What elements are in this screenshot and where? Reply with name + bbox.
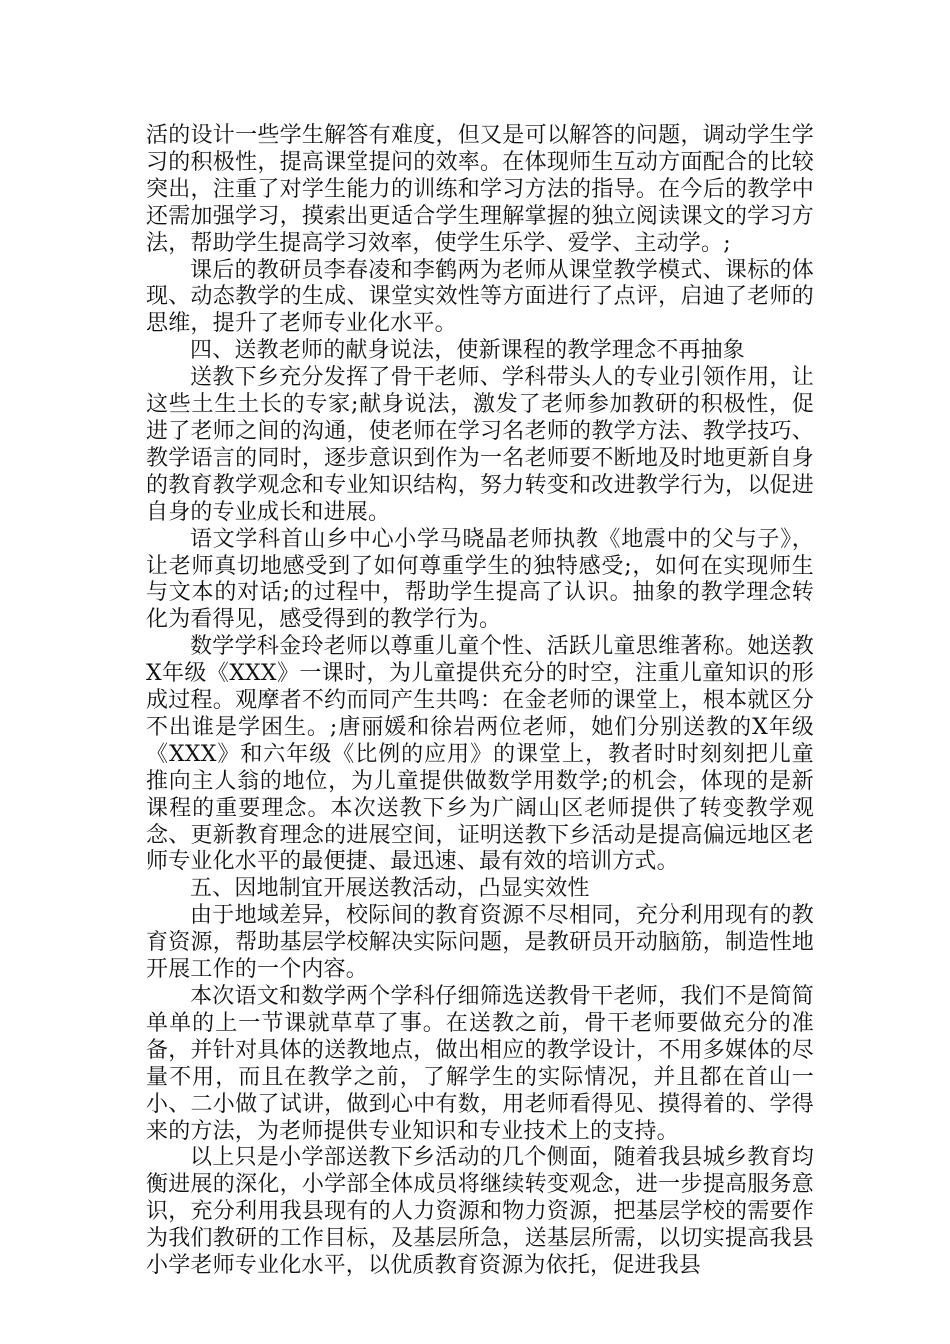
paragraph: 活的设计一些学生解答有难度，但又是可以解答的问题，调动学生学习的积极性，提高课堂提问的效率。在体现师生互动方面配合的比较突出，注重了对学生能力的训练和学习方法的指导。在今后的教学中还需加强学习，摸索出更适合学生理解掌握的独立阅读课文的学习方法，帮助学生提高学习效率，使学生乐学、爱学、主动学。; [146, 123, 814, 256]
document-body [146, 123, 814, 1280]
paragraph: 以上只是小学部送教下乡活动的几个侧面，随着我县城乡教育均衡进展的深化，小学部全体成员将继续转变观念，进一步提高服务意识，充分利用我县现有的人力资源和物力资源，把基层学校的需要作为我们教研的工作目标，及基层所急，送基层所需，以切实提高我县小学老师专业化水平，以优质教育资源为依托，促进我县 [146, 1145, 814, 1279]
paragraph: 课后的教研员李春凌和李鹤两为老师从课堂教学模式、课标的体现、动态教学的生成、课堂实效性等方面进行了点评，启迪了老师的思维，提升了老师专业化水平。 [146, 257, 814, 337]
paragraph: 本次语文和数学两个学科仔细筛选送教骨干老师，我们不是简简单单的上一节课就草草了事。在送教之前，骨干老师要做充分的准备，并针对具体的送教地点，做出相应的教学设计，不用多媒体的尽量不用，而且在教学之前，了解学生的实际情况，并且都在首山一小、二小做了试讲，做到心中有数，用老师看得见、摸得着的、学得来的方法，为老师提供专业知识和专业技术上的支持。 [146, 984, 814, 1144]
section-heading: 四、送教老师的献身说法，使新课程的教学理念不再抽象 [190, 338, 746, 364]
paragraph: 送教下乡充分发挥了骨干老师、学科带头人的专业引领作用，让这些土生土长的专家;献身说法，激发了老师参加教研的积极性，促进了老师之间的沟通，使老师在学习名老师的教学方法、教学技巧、教学语言的同时，逐步意识到作为一名老师要不断地及时地更新自身的教育教学观念和专业知识结构，努力转变和改进教学行为，以促进自身的专业成长和进展。 [146, 365, 814, 525]
paragraph: 数学学科金玲老师以尊重儿童个性、活跃儿童思维著称。她送教X年级《XXX》一课时，为儿童提供充分的时空，注重儿童知识的形成过程。观摩者不约而同产生共鸣：在金老师的课堂上，根本就区分不出谁是学困生。;唐丽媛和徐岩两位老师，她们分别送教的X年级《XXX》和六年级《比例的应用》的课堂上，教者时时刻刻把儿童推向主人翁的地位，为儿童提供做数学用数学;的机会，体现的是新课程的重要理念。本次送教下乡为广阔山区老师提供了转变教学观念、更新教育理念的进展空间，证明送教下乡活动是提高偏远地区老师专业化水平的最便捷、最迅速、最有效的培训方式。 [146, 634, 814, 875]
section-heading: 五、因地制宜开展送教活动，凸显实效性 [190, 876, 590, 902]
paragraph: 由于地域差异，校际间的教育资源不尽相同，充分利用现有的教育资源，帮助基层学校解决实际问题，是教研员开动脑筋，制造性地开展工作的一个内容。 [146, 903, 814, 983]
paragraph: 语文学科首山乡中心小学马晓晶老师执教《地震中的父与子》，让老师真切地感受到了如何尊重学生的独特感受;，如何在实现师生与文本的对话;的过程中，帮助学生提高了认识。抽象的教学理念转化为看得见，感受得到的教学行为。 [146, 526, 814, 633]
